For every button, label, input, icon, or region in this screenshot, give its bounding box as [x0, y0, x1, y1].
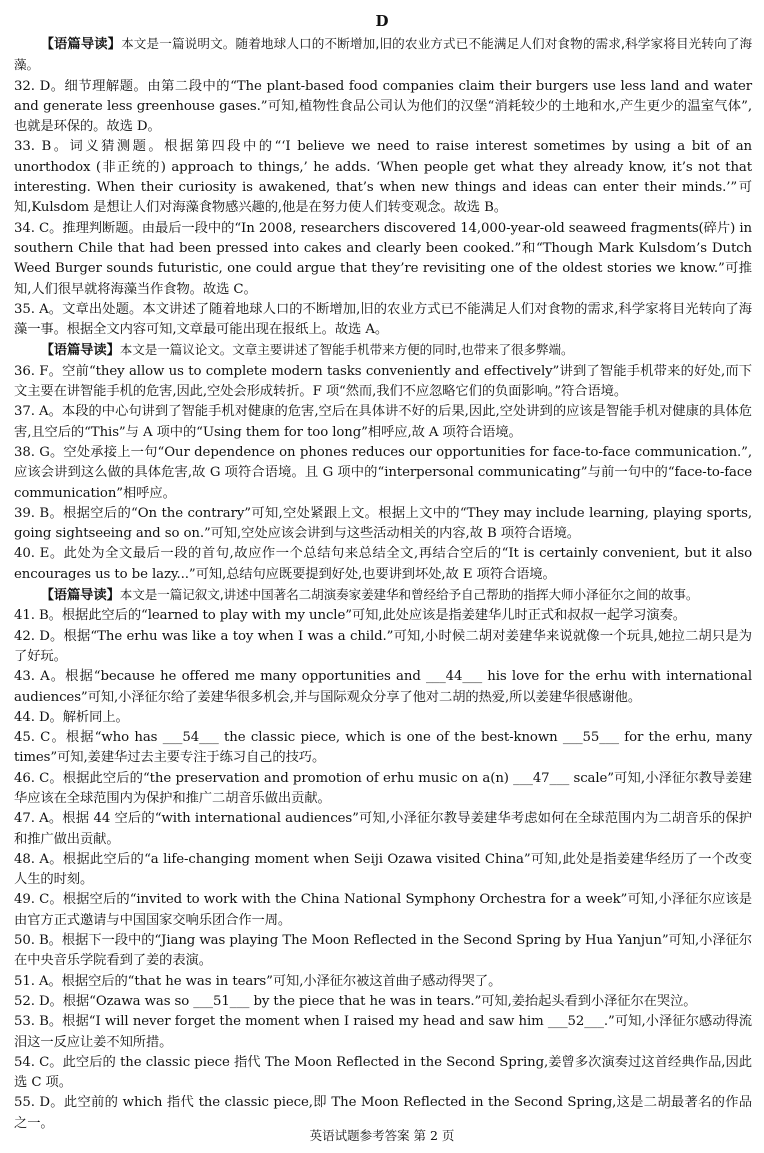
guide-text: 本文是一篇说明文。随着地球人口的不断增加,旧的农业方式已不能满足人们对食物的需求,科学家将目光转向了海藻。 [14, 36, 752, 73]
reading-guide [14, 34, 752, 77]
answer-item: 33. B。词义猜测题。根据第四段中的“‘I believe we need to raise interest sometimes by using a bit of an unorthodox (非正统的) approach to things,’ he adds. ‘When people get what they already know, it’s not that interesting. When their curiosity is awakened, that’s when new things and ideas can enter their minds.’”可知,Kulsdom 是想让人们对海藻食物感兴趣的,他是在努力使人们转变观念。故选 B。 [14, 139, 752, 216]
page-footer: 英语试题参考答案 第 2 页 [309, 1128, 455, 1143]
answer-item: 36. F。空前“they allow us to complete modern tasks conveniently and effectively”讲到了智能手机带来的好处,而下文主要在讲智能手机的危害,因此,空处会形成转折。F 项“然而,我们不应忽略它们的负面影响。”符合语境。 [14, 363, 752, 400]
answer-item: 41. B。根据此空后的“learned to play with my uncle”可知,此处应该是指姜建华儿时正式和叔叔一起学习演奏。 [14, 608, 686, 624]
answer-item: 45. C。根据“who has ___54___ the classic piece, which is one of the best-known ___55___ for the erhu, many times”可知,姜建华过去主要专注于练习自己的技巧。 [14, 730, 752, 766]
answer-item: 51. A。根据空后的“that he was in tears”可知,小泽征尔被这首曲子感动得哭了。 [14, 973, 502, 989]
answer-content [14, 34, 752, 1134]
guide-text: 本文是一篇记叙文,讲述中国著名二胡演奏家姜建华和曾经给予自己帮助的指挥大师小泽征尔之间的故事。 [119, 587, 699, 603]
guide-label: 【语篇导读】 [40, 37, 122, 52]
answer-item: 46. C。根据此空后的“the preservation and promotion of erhu music on a(n) ___47___ scale”可知,小泽征尔教导姜建华应该在全球范围内为保护和推广二胡音乐做出贡献。 [14, 770, 752, 806]
answer-item: 55. D。此空前的 which 指代 the classic piece,即 The Moon Reflected in the Second Spring,这是二胡最著名的作品之一。 [14, 1095, 752, 1131]
answer-item: 44. D。解析同上。 [14, 709, 129, 725]
guide-label: 【语篇导读】 [40, 343, 120, 359]
section-title: D [375, 12, 389, 30]
answer-item: 49. C。根据空后的“invited to work with the China National Symphony Orchestra for a week”可知,小泽征尔应该是由官方正式邀请与中国国家交响乐团合作一周。 [14, 892, 752, 928]
answer-item: 34. C。推理判断题。由最后一段中的“In 2008, researchers discovered 14,000-year-old seaweed fragments(碎片) in southern Chile that had been pressed into cakes and clearly been cooked.”和“Though Mark Kulsdom’s Dutch Weed Burger sounds futuristic, one could argue that they’re revisiting one of the oldest stories we know.”可推知,人们很早就将海藻当作食物。故选 C。 [14, 220, 752, 297]
answer-item: 42. D。根据“The erhu was like a toy when I was a child.”可知,小时候二胡对姜建华来说就像一个玩具,她拉二胡只是为了好玩。 [14, 628, 752, 664]
answer-item: 38. G。空处承接上一句“Our dependence on phones reduces our opportunities for face-to-face communication.”,应该会讲到这么做的具体危害,故 G 项符合语境。且 G 项中的“interpersonal communicating”与前一句中的“face-to-face communication”相呼应。 [14, 444, 752, 501]
answer-item: 43. A。根据“because he offered me many opportunities and ___44___ his love for the erhu with international audiences”可知,小泽征尔给了姜建华很多机会,并与国际观众分享了他对二胡的热爱,所以姜建华很感谢他。 [14, 669, 752, 705]
guide-label: 【语篇导读】 [40, 588, 120, 604]
answer-item: 39. B。根据空后的“On the contrary”可知,空处紧跟上文。根据上文中的“They may include learning, playing sports, going sightseeing and so on.”可知,空处应该会讲到与这些活动相关的内容,故 B 项符合语境。 [14, 505, 752, 542]
answer-item: 37. A。本段的中心句讲到了智能手机对健康的危害,空后在具体讲不好的后果,因此,空处讲到的应该是智能手机对健康的具体危害,且空后的“This”与 A 项中的“Using them for too long”相呼应,故 A 项符合语境。 [14, 404, 752, 440]
reading-guide [14, 585, 752, 606]
answer-item: 48. A。根据此空后的“a life-changing moment when Seiji Ozawa visited China”可知,此处是指姜建华经历了一个改变人生的时刻。 [14, 851, 752, 888]
answer-item: 47. A。根据 44 空后的“with international audiences”可知,小泽征尔教导姜建华考虑如何在全球范围内为二胡音乐的保护和推广做出贡献。 [14, 811, 752, 847]
answer-item: 32. D。细节理解题。由第二段中的“The plant-based food companies claim their burgers use less land and water and generate less greenhouse gases.”可知,植物性食品公司认为他们的汉堡“消耗较少的土地和水,产生更少的温室气体”,也就是环保的。故选 D。 [14, 78, 752, 135]
answer-item: 53. B。根据“I will never forget the moment when I raised my head and saw him ___52___.”可知,小泽征尔感动得流泪这一反应让姜不知所措。 [14, 1014, 752, 1050]
answer-item: 50. B。根据下一段中的“Jiang was playing The Moon Reflected in the Second Spring by Hua Yanjun”可知,小泽征尔在中央音乐学院看到了姜的表演。 [14, 933, 752, 969]
answer-item: 40. E。此处为全文最后一段的首句,故应作一个总结句来总结全文,再结合空后的“It is certainly convenient, but it also encourages us to be lazy...”可知,总结句应既要提到好处,也要讲到坏处,故 E 项符合语境。 [14, 546, 752, 582]
answer-item: 54. C。此空后的 the classic piece 指代 The Moon Reflected in the Second Spring,姜曾多次演奏过这首经典作品,因此选 C 项。 [14, 1054, 752, 1091]
guide-text: 本文是一篇议论文。文章主要讲述了智能手机带来方便的同时,也带来了很多弊端。 [119, 342, 574, 358]
answer-item: 35. A。文章出处题。本文讲述了随着地球人口的不断增加,旧的农业方式已不能满足人们对食物的需求,科学家将目光转向了海藻一事。根据全文内容可知,文章最可能出现在报纸上。故选 A。 [14, 301, 752, 338]
answer-item: 52. D。根据“Ozawa was so ___51___ by the piece that he was in tears.”可知,姜抬起头看到小泽征尔在哭泣。 [14, 993, 697, 1009]
reading-guide [14, 340, 752, 361]
